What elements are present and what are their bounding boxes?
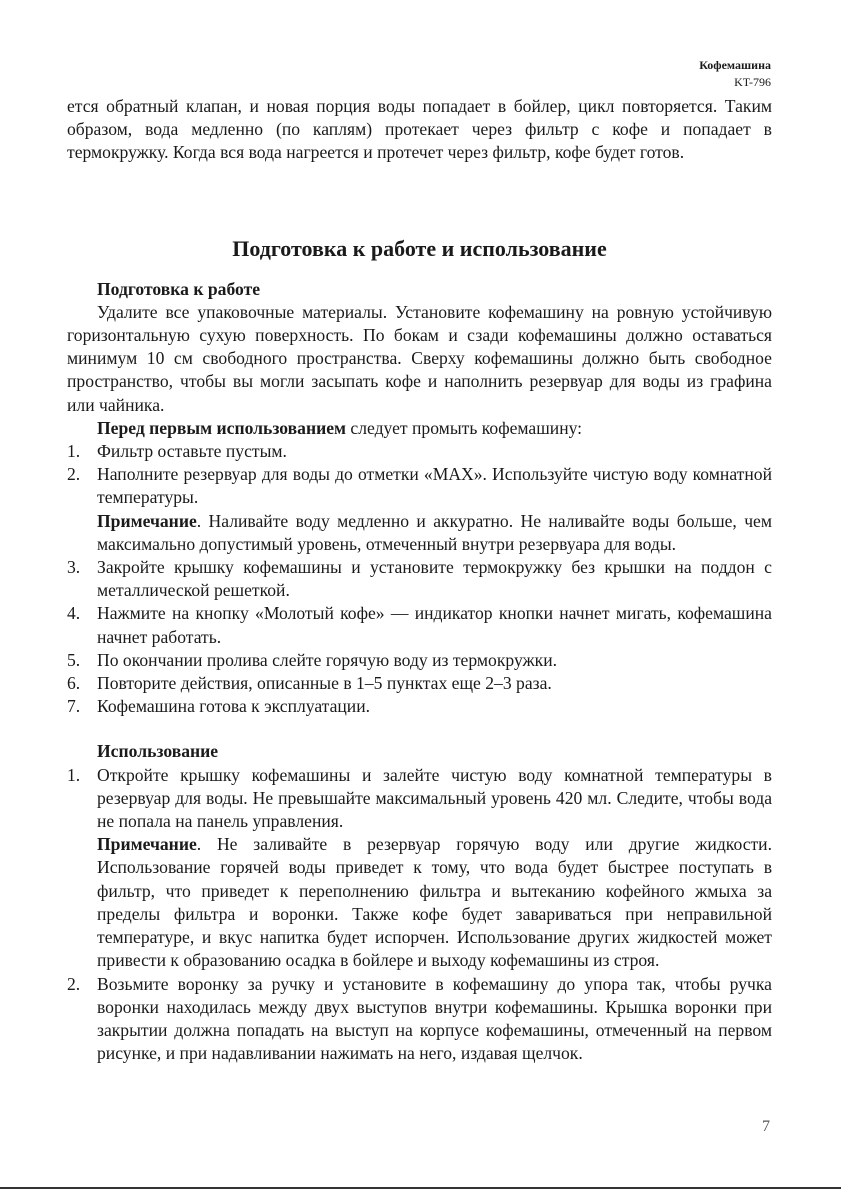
list-item [67, 463, 772, 509]
spacer [67, 718, 772, 740]
list-item [67, 695, 772, 718]
list-text: Закройте крышку кофемашины и установите термокружку без крышки на поддон с металлической решеткой. [97, 557, 772, 601]
bottom-rule [0, 1187, 841, 1189]
list-text: Наполните резервуар для воды до отметки «MAX». Используйте чистую воду комнатной температуры. [97, 464, 772, 508]
section-title: Подготовка к работе и использование [232, 235, 607, 261]
page-content [67, 95, 772, 1065]
list-number: 6. [67, 673, 81, 694]
list-number: 4. [67, 603, 81, 624]
list-text: Возьмите воронку за ручку и установите в кофемашину до упора так, чтобы ручка воронки находилась между двух выступов внутри кофемашины. Крышка воронки при закрытии должна попадать на выступ на корпусе кофемашины, отмеченный на первом рисунке, и при надавливании нажимать на него, издавая щелчок. [97, 973, 772, 1064]
list-item [67, 764, 772, 834]
list-number: 1. [67, 441, 81, 462]
list-item [67, 556, 772, 602]
running-header [699, 57, 771, 91]
prep-heading: Подготовка к работе [97, 278, 261, 299]
list-number: 7. [67, 696, 81, 717]
usage-heading: Использование [97, 741, 219, 762]
list-item [67, 973, 772, 1066]
note-text: . Не заливайте в резервуар горячую воду или другие жидкости. Использование горячей воды приведет к тому, что вода будет быстрее поступать в фильтр, что приведет к переполнению фильтра и вытеканию кофейного жмыха за пределы фильтра и воронки. Также кофе будет завариваться при неправильной температуре, и вкус напитка будет испорчен. Использование других жидкостей может привести к образованию осадка в бойлере и выходу кофемашины из строя. [97, 834, 772, 971]
note-label: Примечание [97, 510, 197, 531]
prep-list [67, 440, 772, 510]
header-product: Кофемашина [699, 58, 771, 72]
list-text: Нажмите на кнопку «Молотый кофе» — индикатор кнопки начнет мигать, кофемашина начнет работать. [97, 603, 772, 647]
list-text: Откройте крышку кофемашины и залейте чистую воду комнатной температуры в резервуар для воды. Не превышайте максимальный уровень 420 мл. Следите, чтобы вода не попала на панель управления. [97, 764, 772, 832]
first-use-bold: Перед первым использованием [97, 417, 347, 438]
prep-paragraph: Удалите все упаковочные материалы. Установите кофемашину на ровную устойчивую горизонтальную сухую поверхность. По бокам и сзади кофемашины должно оставаться минимум 10 см свободного пространства. Сверху кофемашины должно быть свободное пространство, чтобы вы могли засыпать кофе и наполнить резервуар для воды из графина или чайника. [67, 301, 772, 415]
prep-note [67, 510, 772, 556]
usage-list-continued [67, 973, 772, 1066]
first-use-paragraph [67, 417, 772, 440]
first-use-rest: следует промыть кофемашину: [346, 417, 583, 438]
list-number: 5. [67, 649, 81, 670]
list-item [67, 602, 772, 648]
list-item [67, 672, 772, 695]
list-text: Фильтр оставьте пустым. [97, 441, 287, 462]
list-number: 2. [67, 973, 81, 994]
list-text: По окончании пролива слейте горячую воду из термокружки. [97, 649, 558, 670]
list-item [67, 440, 772, 463]
list-text: Повторите действия, описанные в 1–5 пунктах еще 2–3 раза. [97, 673, 552, 694]
page-number: 7 [762, 1118, 770, 1135]
list-number: 3. [67, 557, 81, 578]
note-text: . Наливайте воду медленно и аккуратно. Не наливайте воды больше, чем максимально допустимый уровень, отмеченный внутри резервуара для воды. [97, 510, 772, 554]
list-item [67, 649, 772, 672]
note-label: Примечание [97, 834, 197, 855]
usage-note [67, 833, 772, 972]
list-number: 1. [67, 764, 81, 785]
list-number: 2. [67, 464, 81, 485]
header-model: KT-796 [734, 75, 771, 89]
prep-list-continued [67, 556, 772, 718]
intro-paragraph: ется обратный клапан, и новая порция воды попадает в бойлер, цикл повторяется. Таким образом, вода медленно (по каплям) протекает через фильтр с кофе и попадает в термокружку. Когда вся вода нагреется и протечет через фильтр, кофе будет готов. [67, 96, 772, 163]
usage-list [67, 764, 772, 834]
list-text: Кофемашина готова к эксплуатации. [97, 696, 371, 717]
